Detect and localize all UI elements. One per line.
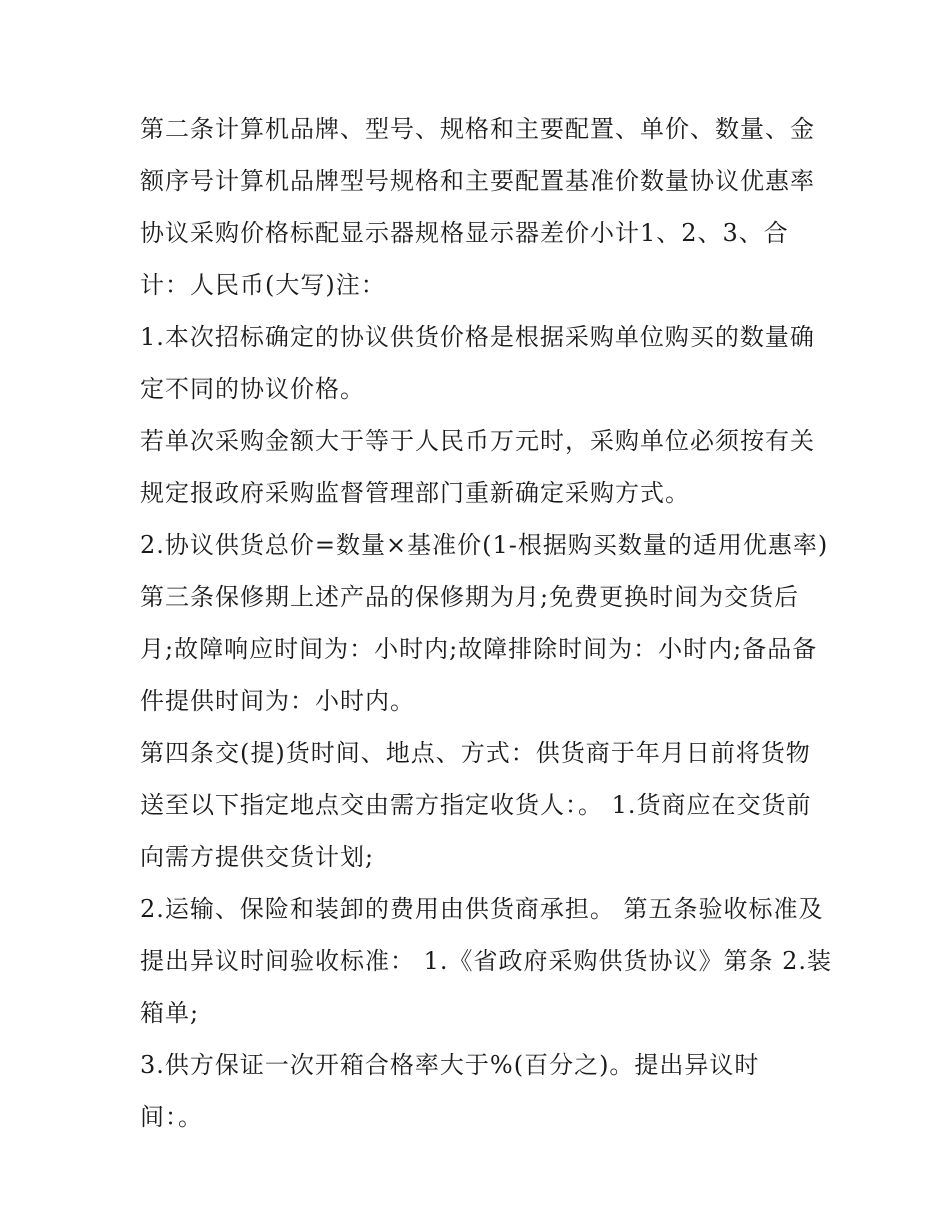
text-line-20: 间：。	[140, 1103, 203, 1131]
text-line-16: 2.运输、保险和装卸的费用由供货商承担。 第五条验收标准及	[140, 895, 824, 923]
text-line-12: 件提供时间为：小时内。	[140, 687, 415, 715]
text-line-10: 第三条保修期上述产品的保修期为月;免费更换时间为交货后	[140, 583, 800, 611]
document-body	[140, 103, 833, 1143]
text-line-19: 3.供方保证一次开箱合格率大于%(百分之)。提出异议时	[140, 1051, 760, 1079]
text-line-2: 额序号计算机品牌型号规格和主要配置基准价数量协议优惠率	[140, 167, 815, 195]
text-line-15: 向需方提供交货计划;	[140, 843, 375, 871]
text-line-13: 第四条交(提)货时间、地点、方式：供货商于年月日前将货物	[140, 739, 811, 767]
text-line-9: 2.协议供货总价=数量×基准价(1-根据购买数量的适用优惠率)	[140, 531, 829, 559]
text-line-6: 定不同的协议价格。	[140, 375, 365, 403]
text-line-7: 若单次采购金额大于等于人民币万元时，采购单位必须按有关	[140, 427, 815, 455]
text-line-18: 箱单;	[140, 999, 200, 1027]
text-line-11: 月;故障响应时间为：小时内;故障排除时间为：小时内;备品备	[140, 635, 818, 663]
text-line-4: 计：人民币(大写)注：	[140, 271, 386, 299]
text-line-5: 1.本次招标确定的协议供货价格是根据采购单位购买的数量确	[140, 323, 815, 351]
text-line-8: 规定报政府采购监督管理部门重新确定采购方式。	[140, 479, 690, 507]
text-line-14: 送至以下指定地点交由需方指定收货人：。 1.货商应在交货前	[140, 791, 812, 819]
text-line-3: 协议采购价格标配显示器规格显示器差价小计1、2、3、合	[140, 219, 789, 247]
text-line-1: 第二条计算机品牌、型号、规格和主要配置、单价、数量、金	[140, 115, 815, 143]
text-line-17: 提出异议时间验收标准： 1.《省政府采购供货协议》第条 2.装	[140, 947, 833, 975]
